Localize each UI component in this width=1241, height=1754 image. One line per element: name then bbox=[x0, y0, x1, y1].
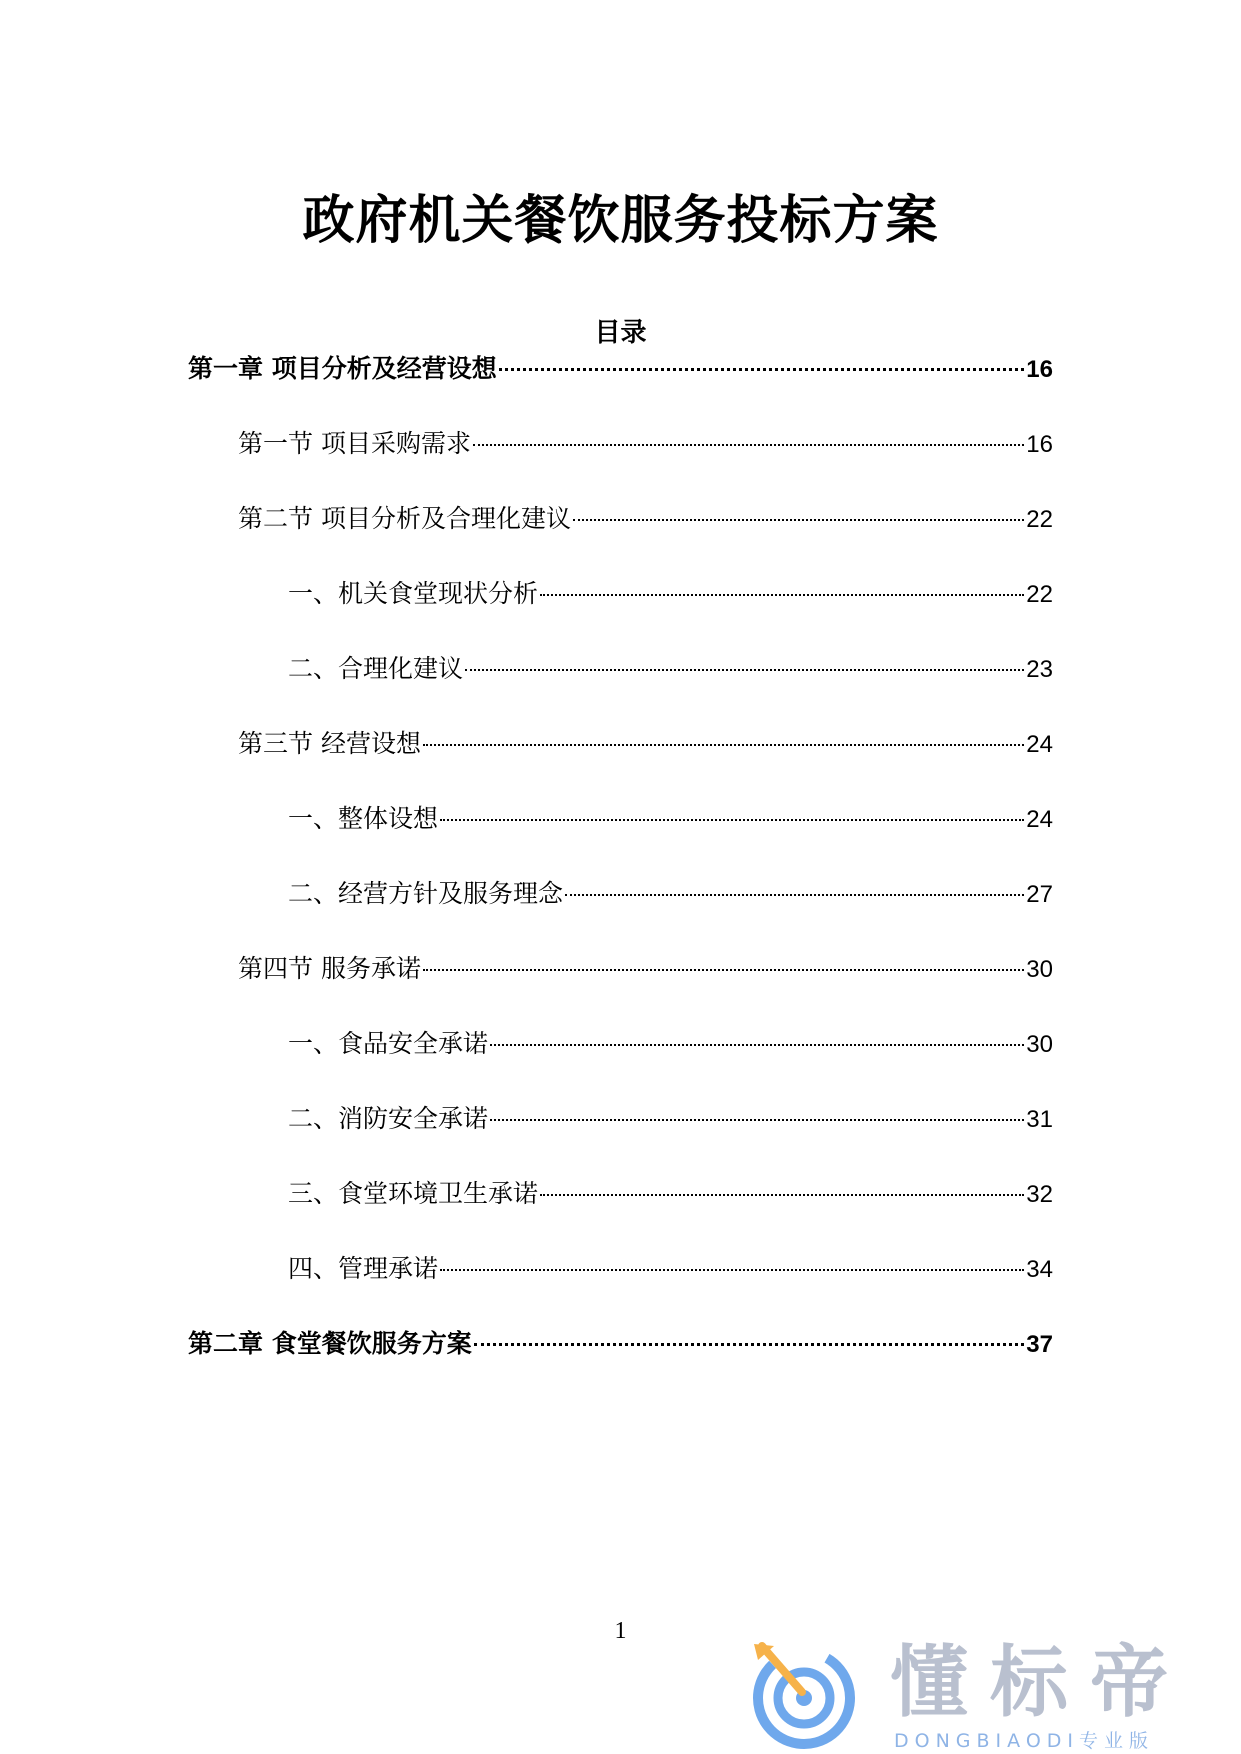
toc-dot-leader bbox=[423, 744, 1024, 746]
toc-dot-leader bbox=[465, 669, 1024, 671]
toc-entry-page: 16 bbox=[1026, 356, 1053, 383]
toc-entry-title: 第三节 经营设想 bbox=[238, 729, 421, 758]
toc-entry-title: 第二章 食堂餐饮服务方案 bbox=[188, 1329, 472, 1358]
watermark-subtitle: DONGBIAODI专业版 bbox=[894, 1730, 1155, 1752]
toc-entry-page: 24 bbox=[1026, 806, 1053, 833]
toc-dot-leader bbox=[423, 969, 1024, 971]
toc-entry[interactable] bbox=[288, 651, 1053, 687]
toc-entry-title: 四、管理承诺 bbox=[288, 1254, 439, 1283]
toc-dot-leader bbox=[474, 1343, 1025, 1346]
toc-entry[interactable] bbox=[238, 501, 1053, 537]
toc-entry-page: 30 bbox=[1026, 956, 1053, 983]
toc-dot-leader bbox=[490, 1044, 1024, 1046]
watermark bbox=[742, 1638, 1212, 1752]
toc-entry-page: 37 bbox=[1026, 1331, 1053, 1358]
toc-entry[interactable] bbox=[288, 876, 1053, 912]
toc-dot-leader bbox=[499, 368, 1025, 371]
toc-entry[interactable] bbox=[238, 426, 1053, 462]
document-title: 政府机关餐饮服务投标方案 bbox=[302, 191, 939, 251]
toc-heading: 目录 bbox=[594, 318, 647, 348]
toc-entry-page: 34 bbox=[1026, 1256, 1053, 1283]
target-arrow-icon bbox=[748, 1640, 858, 1750]
toc-entry-title: 三、食堂环境卫生承诺 bbox=[288, 1179, 539, 1208]
toc-entry[interactable] bbox=[288, 1176, 1053, 1212]
toc-entry-title: 第一节 项目采购需求 bbox=[238, 429, 471, 458]
toc-entry-title: 一、整体设想 bbox=[288, 804, 439, 833]
toc-entry-page: 31 bbox=[1026, 1106, 1053, 1133]
toc-dot-leader bbox=[565, 894, 1024, 896]
page-number: 1 bbox=[614, 1618, 627, 1644]
toc-entry[interactable] bbox=[188, 351, 1053, 387]
toc-entry[interactable] bbox=[288, 1101, 1053, 1137]
toc-dot-leader bbox=[473, 444, 1024, 446]
toc-entry[interactable] bbox=[238, 951, 1053, 987]
toc-entry[interactable] bbox=[238, 726, 1053, 762]
toc-entry-title: 一、机关食堂现状分析 bbox=[288, 579, 539, 608]
toc-entry[interactable] bbox=[288, 1251, 1053, 1287]
toc-dot-leader bbox=[440, 819, 1024, 821]
toc-entry-page: 24 bbox=[1026, 731, 1053, 758]
toc-entry-page: 22 bbox=[1026, 506, 1053, 533]
toc-entry-page: 27 bbox=[1026, 881, 1053, 908]
toc-entry-page: 22 bbox=[1026, 581, 1053, 608]
toc-entry-title: 二、经营方针及服务理念 bbox=[288, 879, 564, 908]
toc-entry-title: 第四节 服务承诺 bbox=[238, 954, 421, 983]
toc-dot-leader bbox=[573, 519, 1024, 521]
toc-entry-title: 一、食品安全承诺 bbox=[288, 1029, 489, 1058]
toc-entry[interactable] bbox=[288, 1026, 1053, 1062]
toc-entry[interactable] bbox=[288, 576, 1053, 612]
toc-entry-title: 第二节 项目分析及合理化建议 bbox=[238, 504, 571, 533]
toc-entry-title: 二、消防安全承诺 bbox=[288, 1104, 489, 1133]
toc-entry[interactable] bbox=[288, 801, 1053, 837]
watermark-brand: 懂标帝 bbox=[890, 1638, 1191, 1728]
toc-entry-page: 23 bbox=[1026, 656, 1053, 683]
toc-entry[interactable] bbox=[188, 1326, 1053, 1362]
toc-dot-leader bbox=[490, 1119, 1024, 1121]
toc-dot-leader bbox=[540, 594, 1024, 596]
toc-entry-title: 二、合理化建议 bbox=[288, 654, 464, 683]
toc-entry-page: 16 bbox=[1026, 431, 1053, 458]
toc-dot-leader bbox=[540, 1194, 1024, 1196]
toc-entry-page: 30 bbox=[1026, 1031, 1053, 1058]
toc-entry-page: 32 bbox=[1026, 1181, 1053, 1208]
toc-dot-leader bbox=[440, 1269, 1024, 1271]
toc-entry-title: 第一章 项目分析及经营设想 bbox=[188, 354, 497, 383]
